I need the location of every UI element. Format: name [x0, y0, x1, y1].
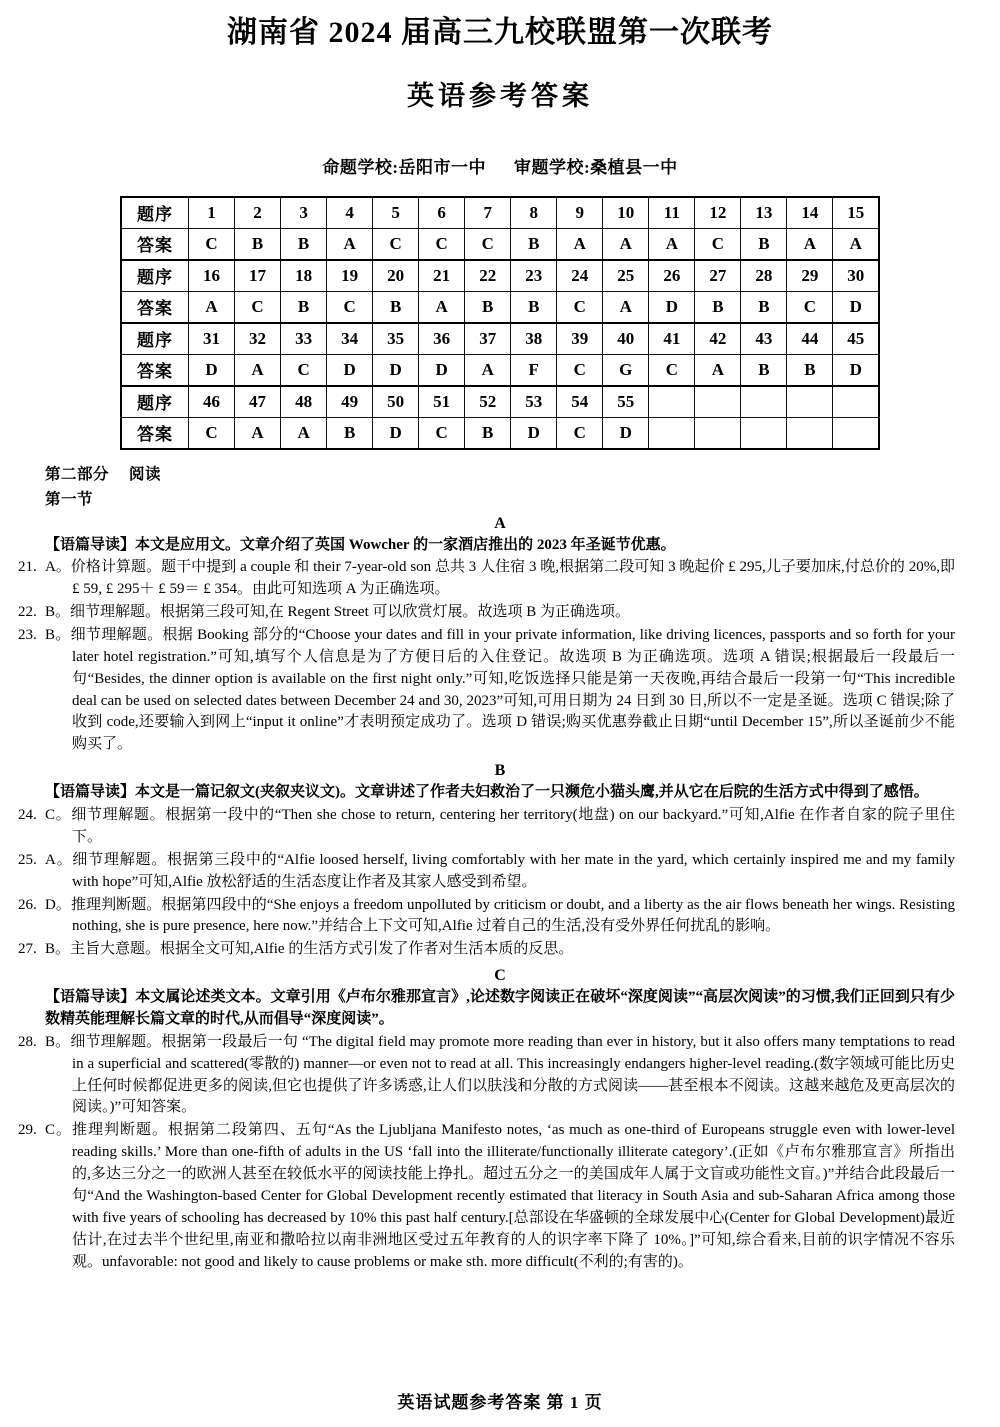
question-number-cell: 2	[235, 197, 281, 229]
passage-letter: C	[494, 967, 506, 985]
question-number-cell: 20	[373, 260, 419, 292]
explanation-text: A。细节理解题。根据第三段中的“Alfie loosed herself, living comfortably with her mate in the yard, which certainly inspired me and my family with hope”可知,Alfie 放松舒适的生活态度让作者及其家人感受到希望。	[45, 851, 955, 890]
answer-cell: C	[557, 354, 603, 386]
question-number-cell: 49	[327, 386, 373, 418]
explanation-text: D。推理判断题。根据第四段中的“She enjoys a freedom unpolluted by criticism or doubt, and a liberty as the air flows beneath her wings. Resisting nothing, she is pure presence, here now.”并结合上下文可知,Alfie 过着自己的生活,没有受外界任何扰乱的影响。	[45, 896, 955, 935]
question-number-cell: 5	[373, 197, 419, 229]
part-label: 第二部分	[45, 465, 110, 483]
question-number-cell	[787, 386, 833, 418]
passages-container	[18, 514, 955, 1274]
question-number-cell: 22	[465, 260, 511, 292]
explanation-item: 29.C。推理判断题。根据第二段第四、五句“As the Ljubljana Manifesto notes, ‘as much as one-third of Europeans struggle even with lower-level reading skills.’ More than one-fifth of adults in the US ‘fall into the illiterate/functionally illiterate category’.(正如《卢布尔雅那宣言》所指出的,多达三分之一的欧洲人甚至在较低水平的阅读技能上挣扎。超过五分之一的美国成年人属于文盲或功能性文盲。)”并结合此段最后一句“And the Washington-based Center for Global Development recently estimated that literacy in South Asia and sub-Saharan Africa among those with five years of schooling has decreased by 10% this past half century.[总部设在华盛顿的全球发展中心(Center for Global Development)最近估计,在过去半个世纪里,南亚和撒哈拉以南非洲地区受过五年教育的人的识字率下降了 10%。]”可知,综合看来,目前的识字情况不容乐观。unfavorable: not good and likely to cause problems or make sth. more difficult(不利的;有害的)。	[18, 1122, 955, 1270]
guide-text: 本文是应用文。文章介绍了英国 Wowcher 的一家酒店推出的 2023 年圣诞节优惠。	[135, 536, 676, 553]
row-label-answer: 答案	[121, 228, 189, 260]
answer-key-page	[0, 14, 1000, 1427]
answer-cell: C	[465, 228, 511, 260]
passage-guide	[45, 987, 955, 1031]
guide-text: 本文是一篇记叙文(夹叙夹议文)。文章讲述了作者夫妇救治了一只濒危小猫头鹰,并从它在后院的生活方式中得到了感悟。	[135, 784, 929, 801]
question-number-cell	[833, 386, 879, 418]
question-number-cell: 18	[281, 260, 327, 292]
row-label-answer: 答案	[121, 354, 189, 386]
explanation-item: 27.B。主旨大意题。根据全文可知,Alfie 的生活方式引发了作者对生活本质的反思。	[18, 941, 574, 958]
answer-cell: A	[787, 228, 833, 260]
question-number-cell: 33	[281, 323, 327, 355]
row-label-answer: 答案	[121, 291, 189, 323]
row-label-answer: 答案	[121, 417, 189, 449]
question-number-cell: 34	[327, 323, 373, 355]
question-number-cell: 21	[419, 260, 465, 292]
answer-cell: D	[833, 354, 879, 386]
question-number-cell: 54	[557, 386, 603, 418]
explanation-text: B。细节理解题。根据第一段最后一句 “The digital field may promote more reading than ever in history, but it also offers many temptations to read in a superficial and scattered(零散的) manner—or even not to read at all. This increasingly endangers higher-level reading.(数字领域可能比历史上任何时候都促进更多的阅读,但它也提供了许多诱惑,让人们以肤浅和分散的方式阅读——甚至根本不阅读。这越来越危及更高层次的阅读。)”可知答案。	[45, 1033, 955, 1116]
answer-cell: A	[235, 354, 281, 386]
answer-cell: C	[557, 291, 603, 323]
answer-table	[120, 196, 880, 450]
answer-cell: D	[327, 354, 373, 386]
question-number-cell: 38	[511, 323, 557, 355]
answer-cell: A	[833, 228, 879, 260]
question-number-cell: 10	[603, 197, 649, 229]
row-label-question: 题序	[121, 323, 189, 355]
answer-cell: B	[695, 291, 741, 323]
table-row	[121, 323, 879, 355]
answer-cell: B	[327, 417, 373, 449]
row-label-question: 题序	[121, 260, 189, 292]
answer-cell: D	[373, 354, 419, 386]
passage-guide	[45, 782, 955, 804]
explanation-text: C。推理判断题。根据第二段第四、五句“As the Ljubljana Manifesto notes, ‘as much as one-third of Europeans struggle even with lower-level reading skills.’ More than one-fifth of adults in the US ‘fall into the illiterate/functionally illiterate category’.(正如《卢布尔雅那宣言》所指出的,多达三分之一的欧洲人甚至在较低水平的阅读技能上挣扎。超过五分之一的美国成年人属于文盲或功能性文盲。)”并结合此段最后一句“And the Washington-based Center for Global Development recently estimated that literacy in South Asia and sub-Saharan Africa among those with five years of schooling has decreased by 10% this past half century.[总部设在华盛顿的全球发展中心(Center for Global Development)最近估计,在过去半个世纪里,南亚和撒哈拉以南非洲地区受过五年教育的人的识字率下降了 10%。]”可知,综合看来,目前的识字情况不容乐观。unfavorable: not good and likely to cause problems or make sth. more difficult(不利的;有害的)。	[45, 1122, 955, 1270]
answer-cell: F	[511, 354, 557, 386]
answer-cell: A	[327, 228, 373, 260]
guide-text: 本文属论述类文本。文章引用《卢布尔雅那宣言》,论述数字阅读正在破坏“深度阅读”“高层次阅读”的习惯,我们正回到只有少数精英能理解长篇文章的时代,从而倡导“深度阅读”。	[45, 989, 955, 1027]
part-name: 阅读	[129, 465, 162, 483]
answer-cell: B	[281, 291, 327, 323]
question-number-cell: 28	[741, 260, 787, 292]
table-row	[121, 386, 879, 418]
question-number-cell: 30	[833, 260, 879, 292]
answer-cell	[787, 417, 833, 449]
question-number-cell: 47	[235, 386, 281, 418]
question-number-cell: 41	[649, 323, 695, 355]
question-number-cell: 9	[557, 197, 603, 229]
answer-cell: C	[787, 291, 833, 323]
answer-cell: B	[511, 291, 557, 323]
explanation-text: B。主旨大意题。根据全文可知,Alfie 的生活方式引发了作者对生活本质的反思。	[45, 941, 574, 958]
explanation-item: 24.C。细节理解题。根据第一段中的“Then she chose to return, centering her territory(地盘) on our backyard.”可知,Alfie 在作者自家的院子里住下。	[18, 807, 955, 845]
explanation-item: 26.D。推理判断题。根据第四段中的“She enjoys a freedom unpolluted by criticism or doubt, and a liberty as the air flows beneath her wings. Resisting nothing, she is pure presence, here now.”并结合上下文可知,Alfie 过着自己的生活,没有受外界任何扰乱的影响。	[18, 896, 955, 935]
answer-cell: A	[465, 354, 511, 386]
answer-cell: C	[189, 228, 235, 260]
page-footer: 英语试题参考答案 第 1 页	[397, 1393, 603, 1412]
answer-cell: C	[557, 417, 603, 449]
section-label: 第一节	[45, 490, 94, 508]
explanation-item: 23.B。细节理解题。根据 Booking 部分的“Choose your dates and fill in your private information, like driving licences, passports and so forth for your later hotel registration.”可知,填写个人信息是为了方便日后的入住登记。故选项 B 为正确选项。选项 A 错误;根据最后一段最后一句“Besides, the dinner option is available on the first night only.”可知,吃饭选择只能是第一天夜晚,再结合最后一段第一句“This incredible deal can be used on selected dates between December 24 and 30, 2023”可知,可用日期为 24 日到 30 日,所以不一定是圣诞。选项 C 错误;除了收到 code,还要输入到网上“input it online”才表明预定成功了。选项 D 错误;购买优惠券截止日期“until December 15”,所以圣诞前少不能购买了。	[18, 626, 955, 753]
answer-cell: C	[649, 354, 695, 386]
answer-cell	[695, 417, 741, 449]
answer-cell	[741, 417, 787, 449]
answer-cell: B	[741, 291, 787, 323]
answer-cell: D	[603, 417, 649, 449]
table-row	[121, 260, 879, 292]
answer-cell: B	[511, 228, 557, 260]
page-subtitle: 英语参考答案	[407, 80, 593, 111]
explanation-text: B。细节理解题。根据第三段可知,在 Regent Street 可以欣赏灯展。故选项 B 为正确选项。	[45, 604, 630, 621]
explanation-text: C。细节理解题。根据第一段中的“Then she chose to return, centering her territory(地盘) on our backyard.”可知,Alfie 在作者自家的院子里住下。	[45, 807, 955, 845]
answer-cell: D	[189, 354, 235, 386]
explanation-text: A。价格计算题。题干中提到 a couple 和 their 7-year-old son 总共 3 人住宿 3 晚,根据第二段可知 3 晚起价 £ 295,儿子要加床,付总价的 20%,即 £ 59, £ 295＋ £ 59＝ £ 354。由此可知选项 A 为正确选项。	[45, 559, 955, 598]
table-row	[121, 354, 879, 386]
answer-cell: C	[419, 417, 465, 449]
question-number-cell	[649, 386, 695, 418]
question-number-cell: 32	[235, 323, 281, 355]
question-number-cell: 48	[281, 386, 327, 418]
question-number-cell: 12	[695, 197, 741, 229]
explanation-text: B。细节理解题。根据 Booking 部分的“Choose your dates and fill in your private information, like driving licences, passports and so forth for your later hotel registration.”可知,填写个人信息是为了方便日后的入住登记。故选项 B 为正确选项。选项 A 错误;根据最后一段最后一句“Besides, the dinner option is available on the first night only.”可知,吃饭选择只能是第一天夜晚,再结合最后一段第一句“This incredible deal can be used on selected dates between December 24 and 30, 2023”可知,可用日期为 24 日到 30 日,所以不一定是圣诞。选项 C 错误;除了收到 code,还要输入到网上“input it online”才表明预定成功了。选项 D 错误;购买优惠券截止日期“until December 15”,所以圣诞前少不能购买了。	[45, 626, 955, 753]
question-number-cell: 7	[465, 197, 511, 229]
question-number-cell: 36	[419, 323, 465, 355]
answer-cell: A	[557, 228, 603, 260]
question-number-cell: 26	[649, 260, 695, 292]
row-label-question: 题序	[121, 197, 189, 229]
question-number-cell: 1	[189, 197, 235, 229]
answer-cell: A	[281, 417, 327, 449]
answer-cell: C	[327, 291, 373, 323]
explanation-item: 28.B。细节理解题。根据第一段最后一句 “The digital field may promote more reading than ever in history, but it also offers many temptations to read in a superficial and scattered(零散的) manner—or even not to read at all. This increasingly endangers higher-level reading.(数字领域可能比历史上任何时候都促进更多的阅读,但它也提供了许多诱惑,让人们以肤浅和分散的方式阅读——甚至根本不阅读。这越来越危及更高层次的阅读。)”可知答案。	[18, 1033, 955, 1116]
question-number-cell: 52	[465, 386, 511, 418]
answer-cell: D	[649, 291, 695, 323]
reviewer-school: 审题学校:桑植县一中	[514, 157, 678, 177]
explanation-item: 22.B。细节理解题。根据第三段可知,在 Regent Street 可以欣赏灯展。故选项 B 为正确选项。	[18, 604, 630, 621]
table-row	[121, 417, 879, 449]
question-number-cell: 40	[603, 323, 649, 355]
answer-cell: C	[235, 291, 281, 323]
guide-tag: 【语篇导读】	[45, 784, 136, 801]
page-title: 湖南省 2024 届高三九校联盟第一次联考	[227, 16, 773, 49]
answer-cell: C	[281, 354, 327, 386]
question-number-cell: 13	[741, 197, 787, 229]
setter-school: 命题学校:岳阳市一中	[322, 157, 486, 177]
answer-cell: A	[695, 354, 741, 386]
answer-cell: B	[235, 228, 281, 260]
question-number-cell: 45	[833, 323, 879, 355]
question-number-cell: 31	[189, 323, 235, 355]
passage-guide	[45, 535, 955, 557]
question-number-cell: 27	[695, 260, 741, 292]
question-number-cell: 50	[373, 386, 419, 418]
table-row	[121, 228, 879, 260]
question-number-cell: 51	[419, 386, 465, 418]
answer-cell	[649, 417, 695, 449]
question-number-cell: 53	[511, 386, 557, 418]
table-row	[121, 291, 879, 323]
school-credits	[45, 153, 955, 178]
answer-cell: D	[511, 417, 557, 449]
question-number-cell	[695, 386, 741, 418]
explanation-item: 21.A。价格计算题。题干中提到 a couple 和 their 7-year-old son 总共 3 人住宿 3 晚,根据第二段可知 3 晚起价 £ 295,儿子要加床,付总价的 20%,即 £ 59, £ 295＋ £ 59＝ £ 354。由此可知选项 A 为正确选项。	[18, 559, 955, 598]
answer-cell: C	[695, 228, 741, 260]
answer-cell	[833, 417, 879, 449]
question-number-cell: 25	[603, 260, 649, 292]
question-number-cell: 19	[327, 260, 373, 292]
row-label-question: 题序	[121, 386, 189, 418]
answer-cell: C	[419, 228, 465, 260]
question-number-cell: 44	[787, 323, 833, 355]
question-number-cell: 37	[465, 323, 511, 355]
question-number-cell: 17	[235, 260, 281, 292]
question-number-cell: 6	[419, 197, 465, 229]
answer-cell: A	[649, 228, 695, 260]
question-number-cell: 55	[603, 386, 649, 418]
answer-cell: A	[235, 417, 281, 449]
guide-tag: 【语篇导读】	[45, 989, 136, 1006]
question-number-cell	[741, 386, 787, 418]
answer-cell: C	[189, 417, 235, 449]
question-number-cell: 4	[327, 197, 373, 229]
answer-cell: D	[373, 417, 419, 449]
question-number-cell: 16	[189, 260, 235, 292]
answer-cell: B	[787, 354, 833, 386]
answer-cell: B	[373, 291, 419, 323]
question-number-cell: 43	[741, 323, 787, 355]
guide-tag: 【语篇导读】	[45, 536, 136, 553]
answer-cell: A	[603, 228, 649, 260]
explanation-item: 25.A。细节理解题。根据第三段中的“Alfie loosed herself, living comfortably with her mate in the yard, which certainly inspired me and my family with hope”可知,Alfie 放松舒适的生活态度让作者及其家人感受到希望。	[18, 851, 955, 890]
question-number-cell: 29	[787, 260, 833, 292]
answer-table-wrap	[120, 196, 880, 450]
answer-cell: D	[419, 354, 465, 386]
question-number-cell: 46	[189, 386, 235, 418]
answer-cell: D	[833, 291, 879, 323]
question-number-cell: 14	[787, 197, 833, 229]
question-number-cell: 3	[281, 197, 327, 229]
answer-cell: A	[189, 291, 235, 323]
answer-cell: B	[465, 417, 511, 449]
question-number-cell: 8	[511, 197, 557, 229]
question-number-cell: 11	[649, 197, 695, 229]
answer-cell: B	[465, 291, 511, 323]
question-number-cell: 42	[695, 323, 741, 355]
answer-cell: A	[603, 291, 649, 323]
answer-cell: G	[603, 354, 649, 386]
passage-letter: A	[494, 514, 506, 532]
question-number-cell: 35	[373, 323, 419, 355]
answer-cell: C	[373, 228, 419, 260]
part-heading	[45, 462, 955, 484]
answer-cell: B	[741, 228, 787, 260]
answer-cell: B	[281, 228, 327, 260]
table-row	[121, 197, 879, 229]
passage-letter: B	[494, 762, 506, 780]
question-number-cell: 24	[557, 260, 603, 292]
question-number-cell: 39	[557, 323, 603, 355]
answer-cell: B	[741, 354, 787, 386]
question-number-cell: 23	[511, 260, 557, 292]
answer-cell: A	[419, 291, 465, 323]
question-number-cell: 15	[833, 197, 879, 229]
